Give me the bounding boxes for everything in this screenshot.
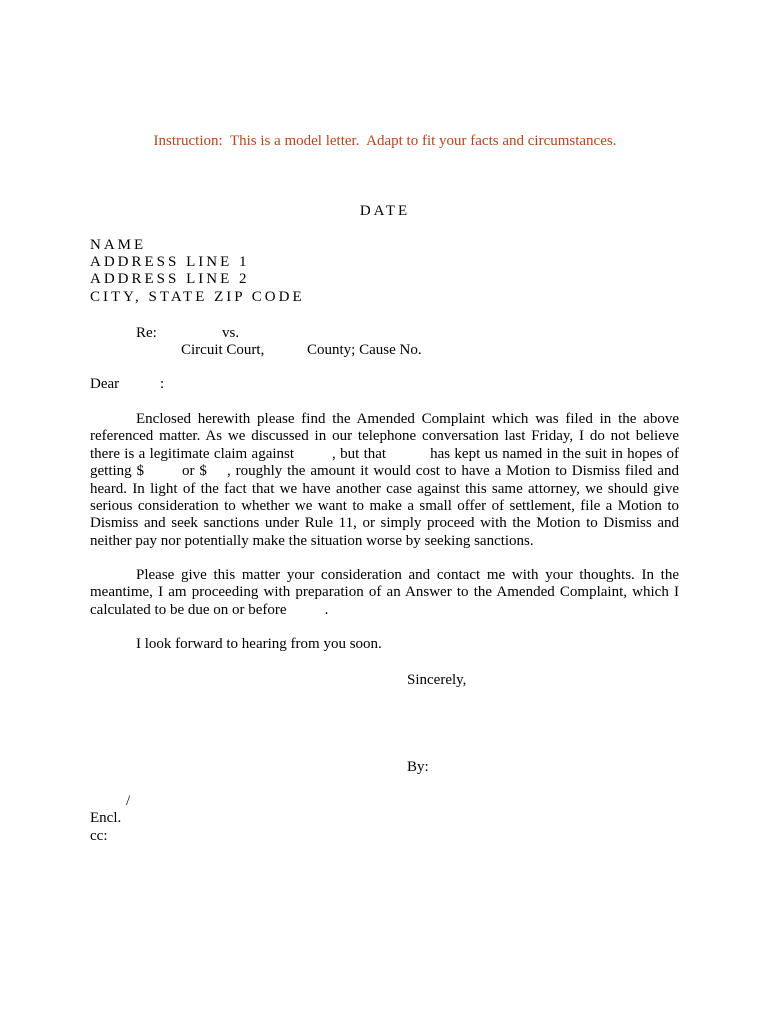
body-paragraph-2 [90,567,679,619]
re-vs: vs. [222,325,240,341]
salutation-dear: Dear [90,376,120,392]
cc-label: cc: [90,828,108,844]
instruction-note: Instruction: This is a model letter. Adapt to fit your facts and circumstances. [153,133,617,149]
recipient-name: NAME [90,237,147,253]
p1-text-e: , roughly the amount it would cost to have a Motion to Dismiss filed and heard. In light of the fact that we have another case against this same attorney, we should give serious consideration to whether we want to make a small offer of settlement, file a Motion to Dismiss and seek sanctions under Rule 11, or simply proceed with the Motion to Dismiss and neither pay nor potentially make the situation worse by seeking sanctions. [90,463,679,549]
re-circuit-court: Circuit Court, [181,342,265,358]
p2-text-a: Please give this matter your consideration and contact me with your thoughts. In the meantime, I am proceeding with preparation of an Answer to the Amended Complaint, which I calculated to be due on or before [90,567,679,618]
enclosure-label: Encl. [90,810,122,826]
salutation-colon: : [160,376,165,392]
body-paragraph-1 [90,411,679,550]
address-line-2: ADDRESS LINE 2 [90,271,250,287]
body-paragraph-3: I look forward to hearing from you soon. [136,636,382,652]
initials-slash: / [126,793,131,809]
p2-text-b: . [324,601,329,618]
city-state-zip: CITY, STATE ZIP CODE [90,289,305,305]
p1-text-c: has kept us named in the suit in hopes of getting $ [90,445,679,480]
address-line-1: ADDRESS LINE 1 [90,254,250,270]
p1-text-b: , but that [332,445,387,462]
date-placeholder: DATE [359,203,411,219]
re-label: Re: [136,325,157,341]
p1-text-d: or $ [182,463,207,480]
p1-text-a: Enclosed herewith please find the Amended Complaint which was filed in the above referenced matter. As we discussed in our telephone conversation last Friday, I do not believe there is a legitimate claim against [90,411,679,462]
closing-sincerely: Sincerely, [407,672,467,688]
signature-by: By: [407,759,429,775]
re-county-cause: County; Cause No. [307,342,422,358]
